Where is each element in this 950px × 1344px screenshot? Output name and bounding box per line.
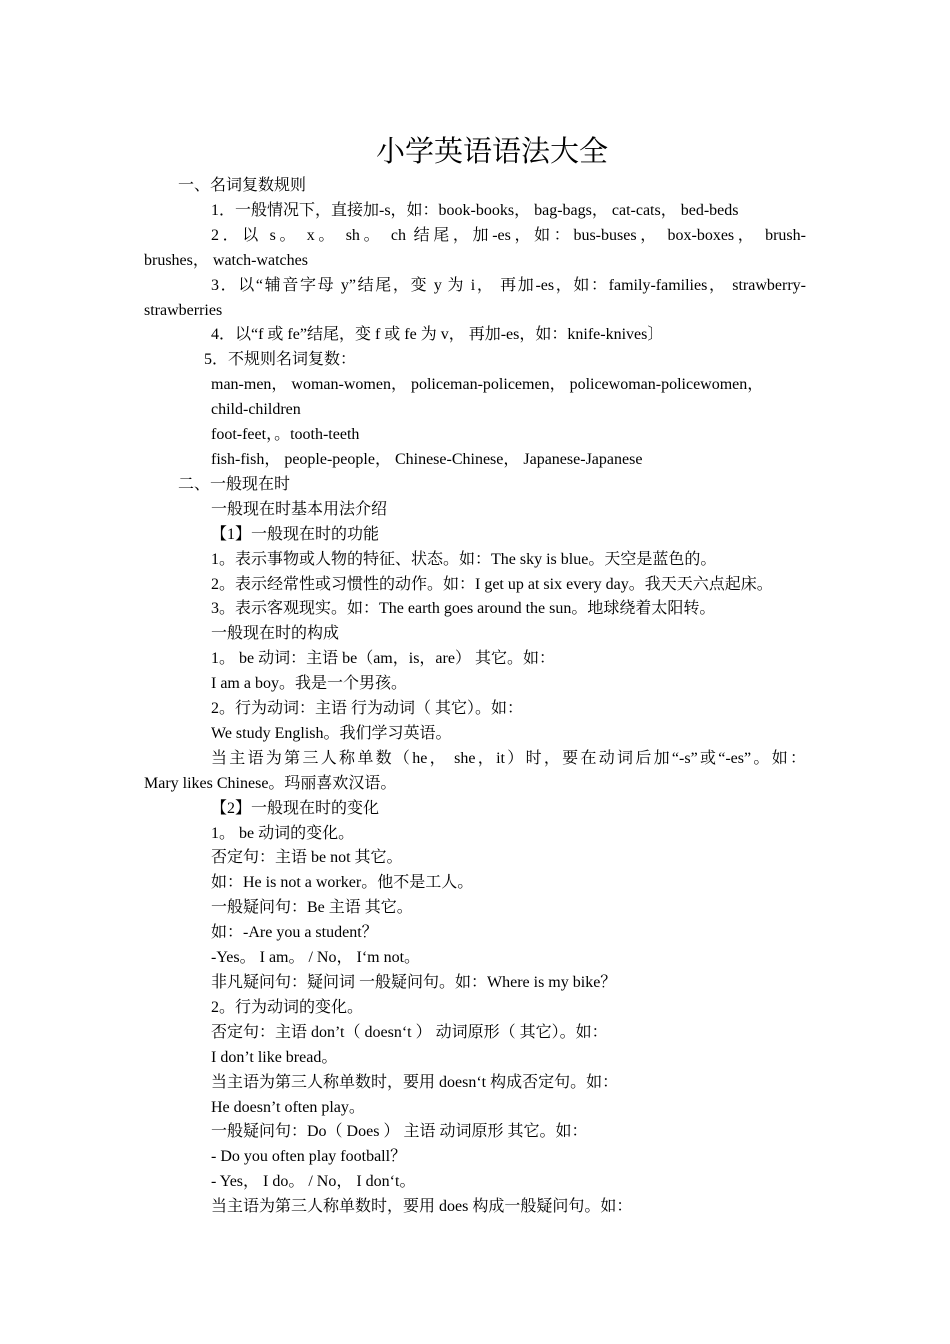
text-line: - Do you often play football？ (211, 1148, 407, 1166)
text-line: 1。表示事物或人物的特征、状态。如：The sky is blue。天空是蓝色的。 (211, 550, 717, 568)
text-line: man-men， woman-women， policeman-policemen， policewoman-policewomen， (211, 376, 764, 394)
text-line: 4．以“f 或 fe”结尾，变 f 或 fe 为 v， 再加-es，如：knife-knives〕 (211, 326, 664, 344)
text-line: He doesn’t often play。 (211, 1098, 365, 1116)
text-line: 如：-Are you a student？ (211, 924, 378, 942)
text-line: brushes， watch-watches (144, 251, 308, 269)
text-line: child-children (211, 401, 301, 419)
document-body (144, 174, 806, 1220)
text-line: 一般疑问句：Be 主语 其它。 (211, 899, 413, 917)
text-line: 否定句：主语 don’t（ doesn‘t ） 动词原形（ 其它）。如： (211, 1023, 608, 1041)
subsection-heading: 【1】一般现在时的功能 (211, 525, 380, 543)
text-line: 一般现在时的构成 (211, 625, 340, 643)
text-line: I don’t like bread。 (211, 1048, 338, 1066)
page-title: 小学英语语法大全 (375, 136, 608, 168)
text-line: 1。 be 动词：主语 be（am，is，are） 其它。如： (211, 650, 555, 668)
text-line: 1．一般情况下，直接加-s，如：book-books， bag-bags， cat-cats， bed-beds (211, 201, 739, 219)
text-line: We study English。我们学习英语。 (211, 724, 452, 742)
text-line: I am a boy。我是一个男孩。 (211, 675, 407, 693)
text-line: 2。行为动词：主语 行为动词（ 其它）。如： (211, 700, 524, 718)
subsection-heading: 【2】一般现在时的变化 (211, 799, 380, 817)
text-line: -Yes。 I am。 / No， I‘m not。 (211, 949, 421, 967)
text-line: - Yes， I do。 / No， I don‘t。 (211, 1173, 416, 1191)
section-heading: 二、一般现在时 (178, 475, 291, 493)
text-line: 2。表示经常性或习惯性的动作。如：I get up at six every day。我天天六点起床。 (211, 575, 773, 593)
text-line: 3．以“辅音字母 y”结尾，变 y 为 i， 再加-es，如：family-families， strawberry- (211, 276, 806, 294)
section-heading: 一、名词复数规则 (178, 177, 307, 194)
text-line: 如：He is not a worker。他不是工人。 (211, 874, 474, 892)
text-line: 一般疑问句：Do（ Does ） 主语 动词原形 其它。如： (211, 1123, 588, 1141)
text-line: 一般现在时基本用法介绍 (211, 500, 388, 518)
text-line: strawberries (144, 301, 223, 319)
text-line: foot-feet，。tooth-teeth (211, 426, 360, 444)
text-line: fish-fish， people-people， Chinese-Chinese， Japanese-Japanese (211, 450, 643, 468)
text-line: 当主语为第三人称单数时，要用 does 构成一般疑问句。如： (211, 1198, 633, 1216)
text-line: 5．不规则名词复数： (204, 351, 357, 369)
text-line: 3。表示客观现实。如：The earth goes around the sun。地球绕着太阳转。 (211, 600, 716, 618)
text-line: 2．以 s。 x。 sh。 ch 结尾，加-es，如：bus-buses， box-boxes， brush- (211, 226, 806, 244)
text-line: 否定句：主语 be not 其它。 (211, 849, 403, 867)
text-line: Mary likes Chinese。玛丽喜欢汉语。 (144, 774, 397, 792)
text-line: 2。行为动词的变化。 (211, 998, 364, 1016)
text-line: 1。 be 动词的变化。 (211, 824, 355, 842)
text-line: 当主语为第三人称单数时，要用 doesn‘t 构成否定句。如： (211, 1073, 619, 1091)
text-line: 当主语为第三人称单数（he， she，it）时，要在动词后加“-s”或“-es”。如： (211, 749, 806, 767)
text-line: 非凡疑问句：疑问词 一般疑问句。如：Where is my bike？ (211, 974, 617, 991)
